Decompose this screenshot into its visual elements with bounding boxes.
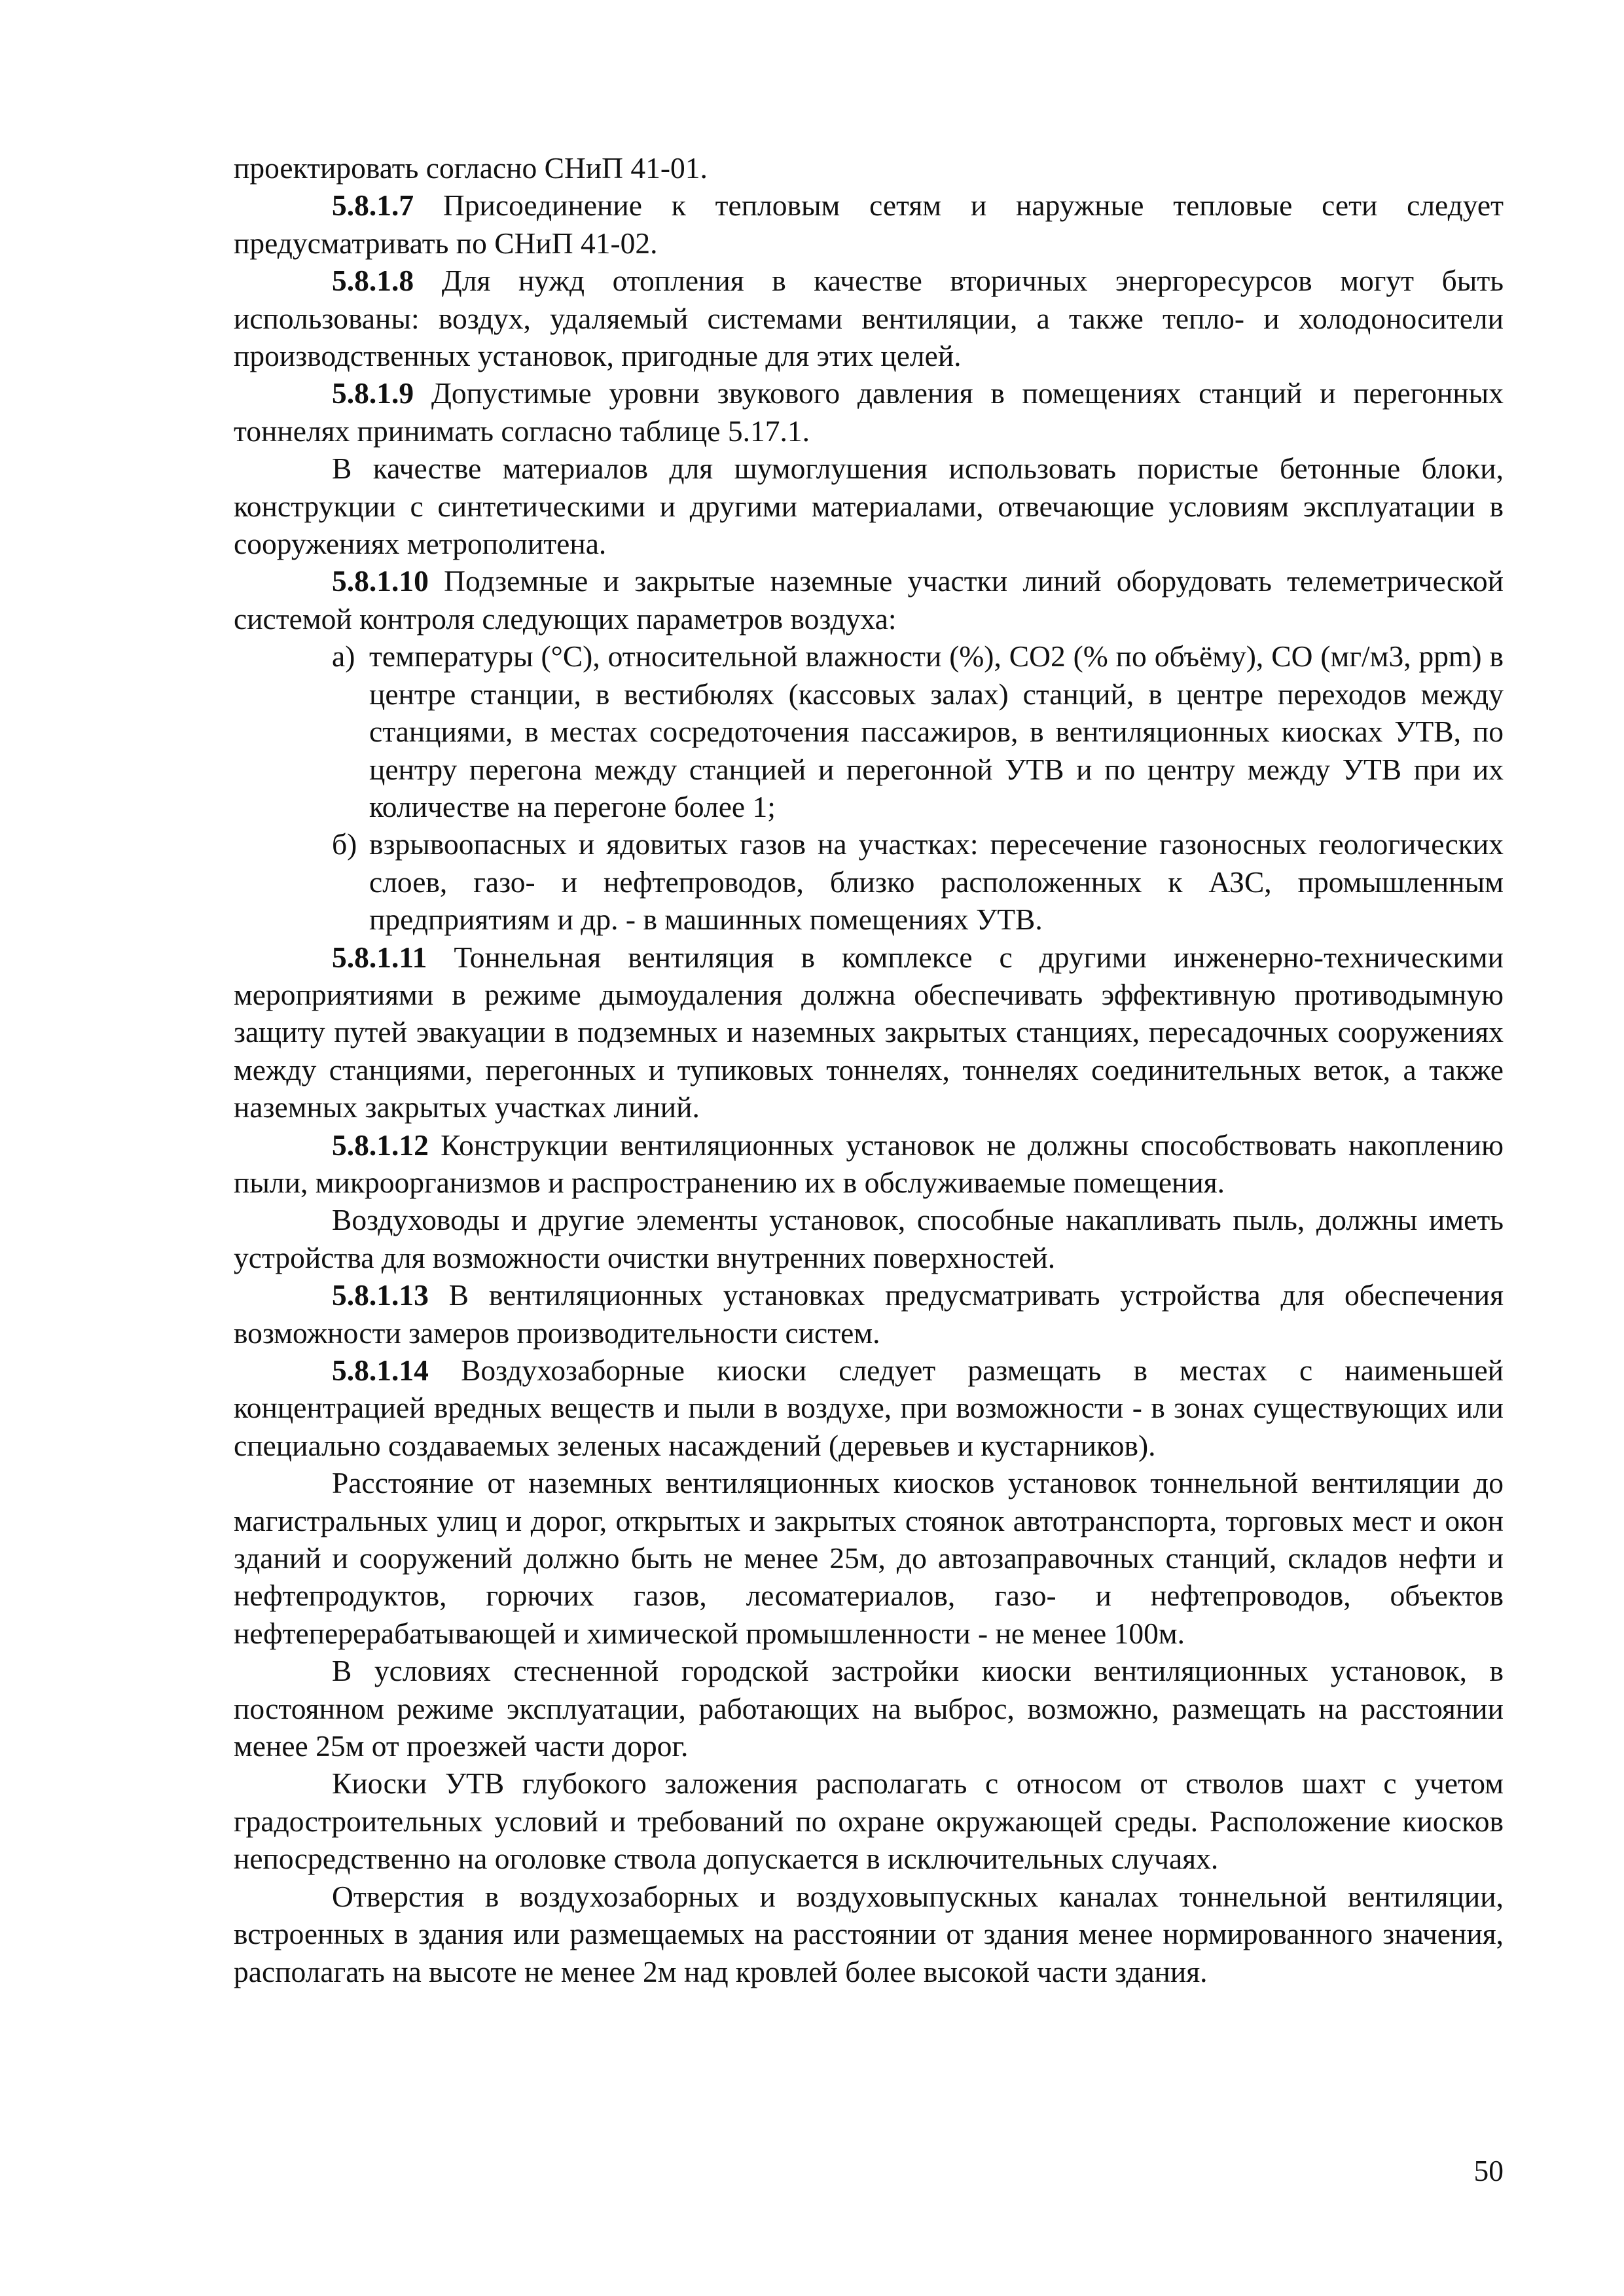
list-item [234,825,1504,938]
clause-5-8-1-10 [234,562,1504,637]
clause-5-8-1-14 [234,1352,1504,1464]
clause-text: Допустимые уровни звукового давления в помещениях станций и перегонных тоннелях принимать согласно таблице 5.17.1. [234,376,1504,448]
list-item [234,637,1504,825]
document-body [234,149,1504,1990]
clause-5-8-1-8 [234,262,1504,374]
list-item-text: взрывоопасных и ядовитых газов на участках: пересечение газоносных геологических слоев, газо- и нефтепроводов, близко расположенных к АЗС, промышленным предприятиям и др. - в машинных помещениях УТВ. [369,827,1504,937]
clause-number: 5.8.1.7 [332,188,414,223]
clause-text: Конструкции вентиляционных установок не должны способствовать накоплению пыли, микроорганизмов и распространению их в обслуживаемые помещения. [234,1128,1504,1199]
paragraph-noise-materials: В качестве материалов для шумоглушения использовать пористые бетонные блоки, конструкции с синтетическими и другими материалами, отвечающие условиям эксплуатации в сооружениях метрополитена. [234,452,1504,561]
paragraph-deep-kiosks: Киоски УТВ глубокого заложения располагать с относом от стволов шахт с учетом градостроительных условий и требований по охране окружающей среды. Расположение киосков непосредственно на оголовке ствола допускается в исключительных случаях. [234,1767,1504,1876]
clause-number: 5.8.1.14 [332,1354,429,1387]
clause-number: 5.8.1.8 [332,264,414,298]
paragraph-kiosk-distance: Расстояние от наземных вентиляционных киосков установок тоннельной вентиляции до магистральных улиц и дорог, открытых и закрытых стоянок автотранспорта, торговых мест и окон зданий и сооружений должно быть не менее 25м, до автозаправочных станций, складов нефти и нефтепродуктов, горючих газов, лесоматериалов, газо- и нефтепроводов, объектов нефтеперерабатывающей и химической промышленности - не менее 100м. [234,1466,1504,1650]
clause-5-8-1-7 [234,187,1504,262]
clause-number: 5.8.1.11 [332,940,427,974]
clause-5-8-1-9 [234,374,1504,450]
clause-text: Подземные и закрытые наземные участки линий оборудовать телеметрической системой контроля следующих параметров воздуха: [234,564,1504,636]
list-item-text: температуры (°С), относительной влажности (%), СО2 (% по объёму), СО (мг/м3, ppm) в центре станции, в вестибюлях (кассовых залах) станций, в центре переходов между станциями, в местах сосредоточения пассажиров, в вентиляционных киосках УТВ, по центру перегона между станцией и перегонной УТВ и по центру между УТВ при их количестве на перегоне более 1; [369,639,1504,823]
list-marker: а) [332,639,355,673]
paragraph-ducts: Воздуховоды и другие элементы установок, способные накапливать пыль, должны иметь устройства для возможности очистки внутренних поверхностей. [234,1203,1504,1274]
clause-text: Воздухозаборные киоски следует размещать в местах с наименьшей концентрацией вредных веществ и пыли в воздухе, при возможности - в зонах существующих или специально создаваемых зеленых насаждений (деревьев и кустарников). [234,1354,1504,1462]
clause-text: Присоединение к тепловым сетям и наружные тепловые сети следует предусматривать по СНиП 41-02. [234,188,1504,260]
lead-paragraph: проектировать согласно СНиП 41-01. [234,151,708,185]
paragraph-openings: Отверстия в воздухозаборных и воздуховыпускных каналах тоннельной вентиляции, встроенных в здания или размещаемых на расстоянии от здания менее нормированного значения, располагать на высоте не менее 2м над кровлей более высокой части здания. [234,1879,1504,1988]
paragraph-dense-development: В условиях стесненной городской застройки киоски вентиляционных установок, в постоянном режиме эксплуатации, работающих на выброс, возможно, размещать на расстоянии менее 25м от проезжей части дорог. [234,1654,1504,1763]
clause-number: 5.8.1.13 [332,1278,429,1312]
page-number: 50 [1473,2154,1504,2187]
clause-text: В вентиляционных установках предусматривать устройства для обеспечения возможности замеров производительности систем. [234,1278,1504,1350]
clause-number: 5.8.1.12 [332,1128,429,1162]
clause-5-8-1-11 [234,939,1504,1126]
clause-number: 5.8.1.9 [332,376,414,410]
clause-5-8-1-12 [234,1126,1504,1202]
clause-5-8-1-13 [234,1276,1504,1352]
clause-text: Тоннельная вентиляция в комплексе с другими инженерно-техническими мероприятиями в режиме дымоудаления должна обеспечивать эффективную противодымную защиту путей эвакуации в подземных и наземных закрытых станциях, пересадочных сооружениях между станциями, перегонных и тупиковых тоннелях, тоннелях соединительных веток, а также наземных закрытых участках линий. [234,940,1504,1124]
list-marker: б) [332,827,357,861]
clause-text: Для нужд отопления в качестве вторичных энергоресурсов могут быть использованы: воздух, удаляемый системами вентиляции, а также тепло- и холодоносители производственных установок, пригодные для этих целей. [234,264,1504,373]
clause-number: 5.8.1.10 [332,564,429,598]
